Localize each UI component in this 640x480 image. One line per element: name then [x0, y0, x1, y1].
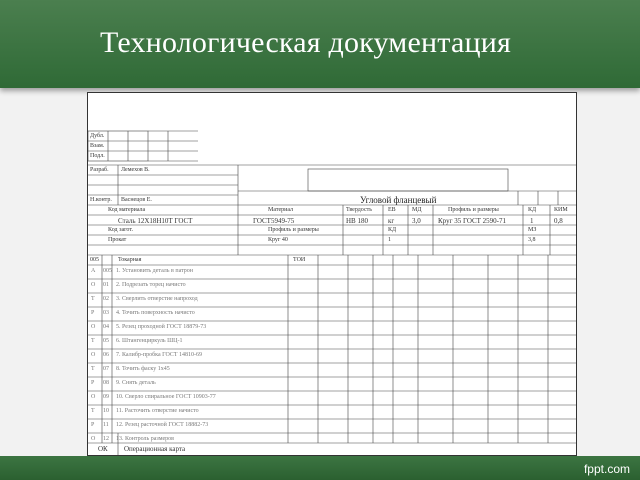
operation-text: 3. Сверлить отверстие напроход	[116, 296, 198, 302]
col-header-6: Профиль и размеры	[448, 207, 499, 213]
second-header-1: Код загот.	[108, 227, 134, 233]
operation-num: 02	[103, 296, 109, 302]
stamp-label-1: Дубл.	[90, 133, 105, 139]
md-value: 3,0	[412, 217, 421, 225]
second-value-2: Круг 40	[268, 237, 288, 243]
operation-text: 10. Сверло спиральное ГОСТ 10903-77	[116, 394, 216, 400]
operation-num: 04	[103, 324, 109, 330]
second-header-4: МЗ	[528, 227, 537, 233]
operation-text: 8. Точить фаску 1х45	[116, 366, 170, 372]
operation-num: 005	[103, 268, 112, 274]
operation-label: Т	[91, 296, 95, 302]
operation-num: 06	[103, 352, 109, 358]
operation-label: О	[91, 352, 96, 358]
footer-text: Операционная карта	[124, 445, 186, 453]
kim-value: 0,8	[554, 217, 563, 225]
op-code: 005	[90, 257, 99, 263]
second-header-2: Профиль и размеры	[268, 227, 319, 233]
operation-label: О	[91, 324, 96, 330]
operation-text: 12. Резец расточной ГОСТ 18882-73	[116, 422, 209, 428]
stamp-label-2: Взам.	[90, 143, 105, 149]
second-value-4: 3,8	[528, 237, 536, 243]
operation-label: Т	[91, 408, 95, 414]
footer-bar	[0, 456, 640, 480]
form-grid	[88, 93, 577, 456]
fppt-watermark: fppt.com	[583, 462, 630, 476]
part-title: Угловой фланцевый	[360, 195, 437, 205]
operation-num: 03	[103, 310, 109, 316]
razrab-value: Лемехов В.	[121, 167, 150, 173]
material-gost: ГОСТ5949-75	[253, 217, 295, 225]
operation-label: А	[91, 268, 96, 274]
operation-num: 08	[103, 380, 109, 386]
nkontr-label: Н.контр.	[90, 197, 112, 203]
operation-label: Р	[91, 380, 95, 386]
col-header-1: Код материала	[108, 207, 146, 213]
col-header-7: КД	[528, 207, 537, 213]
operation-num: 12	[103, 436, 109, 442]
operation-num: 09	[103, 394, 109, 400]
material-value: Сталь 12Х18Н10Т ГОСТ	[118, 217, 193, 225]
op-instr: ТОИ	[293, 257, 306, 263]
col-header-5: МД	[412, 207, 422, 213]
operation-label: Т	[91, 338, 95, 344]
second-value-1: Прокат	[108, 237, 127, 243]
operation-num: 01	[103, 282, 109, 288]
operation-label: Т	[91, 366, 95, 372]
operation-label: О	[91, 436, 96, 442]
operation-text: 4. Точить поверхность начисто	[116, 310, 195, 316]
operation-text: 6. Штангенциркуль ШЦ-1	[116, 338, 183, 344]
operation-text: 13. Контроль размеров	[116, 436, 175, 442]
second-value-3: 1	[388, 237, 391, 243]
operation-text: 9. Снять деталь	[116, 380, 156, 386]
slide-title: Технологическая документация	[100, 26, 511, 59]
operation-num: 11	[103, 422, 109, 428]
operation-label: Р	[91, 422, 95, 428]
profile-value: Круг 35 ГОСТ 2590-71	[438, 217, 506, 225]
kd-value: 1	[530, 217, 534, 225]
operation-text: 2. Подрезать торец начисто	[116, 282, 186, 288]
col-header-3: Твердость	[346, 207, 372, 213]
technological-form	[87, 92, 577, 456]
stamp-label-3: Подл.	[90, 153, 105, 159]
footer-code: ОК	[98, 445, 108, 453]
col-header-2: Материал	[268, 207, 294, 213]
operation-num: 10	[103, 408, 109, 414]
operation-text: 1. Установить деталь в патрон	[116, 268, 193, 274]
operation-label: Р	[91, 310, 95, 316]
operation-num: 07	[103, 366, 109, 372]
operation-label: О	[91, 394, 96, 400]
razrab-label: Разраб.	[90, 167, 109, 173]
second-header-3: КД	[388, 227, 397, 233]
operation-text: 5. Резец проходной ГОСТ 18879-73	[116, 324, 207, 330]
operation-label: О	[91, 282, 96, 288]
hardness-value: НВ 180	[346, 217, 368, 225]
operation-num: 05	[103, 338, 109, 344]
operation-text: 7. Калибр-пробка ГОСТ 14810-69	[116, 352, 203, 358]
operation-text: 11. Расточить отверстие начисто	[116, 408, 199, 414]
col-header-8: КИМ	[554, 207, 568, 213]
op-name: Токарная	[118, 257, 142, 263]
col-header-4: ЕВ	[388, 207, 396, 213]
title-banner	[0, 0, 640, 88]
nkontr-value: Васнецов Е.	[121, 197, 152, 203]
unit-value: кг	[388, 217, 395, 225]
